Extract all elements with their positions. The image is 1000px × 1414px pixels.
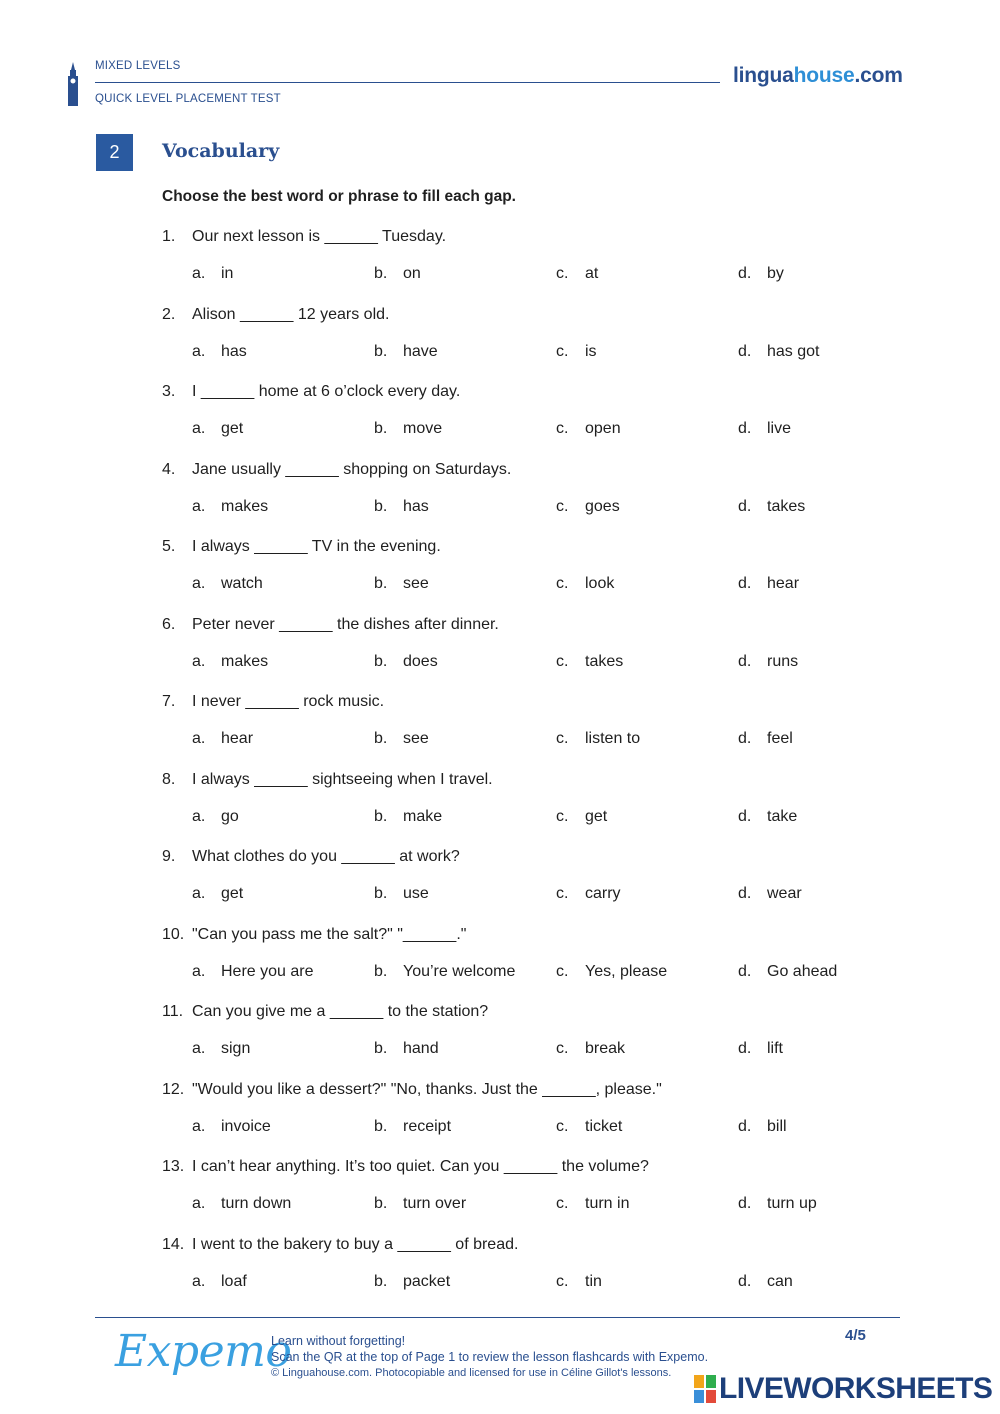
answer-option[interactable] <box>374 653 438 671</box>
option-letter: b. <box>374 497 388 515</box>
option-letter: c. <box>556 1117 569 1135</box>
option-letter: b. <box>374 652 388 670</box>
option-letter: b. <box>374 730 388 747</box>
liveworksheets-logo-icon <box>694 1375 716 1403</box>
option-letter: a. <box>192 652 206 670</box>
option-text: hear <box>767 575 800 592</box>
option-text: makes <box>221 652 269 670</box>
answer-option[interactable] <box>192 1195 291 1213</box>
question-item <box>162 306 922 384</box>
answer-option[interactable] <box>738 265 784 283</box>
option-letter: d. <box>738 575 752 592</box>
answer-option[interactable] <box>192 730 253 748</box>
answer-option[interactable] <box>192 265 233 283</box>
option-letter: c. <box>556 420 569 437</box>
question-number: 9. <box>162 848 176 865</box>
option-letter: a. <box>192 1117 206 1135</box>
option-letter: b. <box>374 962 388 980</box>
answer-option[interactable] <box>374 1040 439 1058</box>
question-item <box>162 771 922 849</box>
option-letter: a. <box>192 1195 206 1212</box>
answer-option[interactable] <box>192 575 263 593</box>
option-text: on <box>403 265 421 282</box>
option-text: make <box>403 807 443 825</box>
option-text: packet <box>403 1272 451 1290</box>
footer-divider <box>95 1317 900 1318</box>
option-text: feel <box>767 730 793 747</box>
option-text: tin <box>585 1272 602 1290</box>
option-letter: d. <box>738 962 752 980</box>
answer-option[interactable] <box>738 1118 787 1136</box>
option-text: bill <box>767 1117 787 1135</box>
question-item <box>162 228 922 306</box>
option-text: runs <box>767 652 799 670</box>
option-text: by <box>767 265 784 282</box>
option-letter: c. <box>556 652 569 670</box>
option-text: turn down <box>221 1195 292 1212</box>
answer-option[interactable] <box>738 420 791 438</box>
footer-copyright: © Linguahouse.com. Photocopiable and licensed for use in Céline Gillot's lessons. <box>271 1367 672 1379</box>
question-item <box>162 616 922 694</box>
option-text: watch <box>221 575 263 592</box>
option-letter: a. <box>192 807 206 825</box>
page-number: 4/5 <box>845 1327 866 1344</box>
answer-option[interactable] <box>374 420 442 438</box>
question-sentence: I ______ home at 6 o’clock every day. <box>192 383 461 400</box>
question-item <box>162 1236 922 1314</box>
answer-option[interactable] <box>374 265 421 283</box>
answer-option[interactable] <box>556 808 607 826</box>
option-letter: b. <box>374 1195 388 1212</box>
question-sentence: Peter never ______ the dishes after dinner. <box>192 615 499 633</box>
option-text: in <box>221 265 234 282</box>
question-number: 3. <box>162 383 176 400</box>
answer-option[interactable] <box>556 963 667 981</box>
question-sentence: I never ______ rock music. <box>192 693 385 710</box>
question-text <box>162 1236 518 1254</box>
answer-option[interactable] <box>374 963 515 981</box>
option-letter: d. <box>738 1040 752 1057</box>
option-text: turn in <box>585 1195 630 1212</box>
option-text: turn over <box>403 1195 467 1212</box>
question-number: 8. <box>162 770 176 788</box>
answer-option[interactable] <box>556 653 623 671</box>
option-letter: b. <box>374 807 388 825</box>
option-letter: b. <box>374 1117 388 1135</box>
option-text: receipt <box>403 1117 452 1135</box>
answer-option[interactable] <box>374 808 442 826</box>
option-letter: c. <box>556 1272 569 1290</box>
answer-option[interactable] <box>556 730 640 748</box>
question-text <box>162 616 499 634</box>
option-text: have <box>403 342 438 360</box>
question-item <box>162 383 922 461</box>
question-item <box>162 693 922 771</box>
option-text: has <box>221 342 247 360</box>
answer-option[interactable] <box>738 1040 783 1058</box>
option-letter: d. <box>738 497 752 515</box>
option-letter: b. <box>374 885 388 902</box>
option-text: loaf <box>221 1272 247 1290</box>
answer-option[interactable] <box>556 1040 625 1058</box>
question-item <box>162 461 922 539</box>
option-letter: c. <box>556 575 569 592</box>
option-letter: b. <box>374 420 388 437</box>
question-number: 1. <box>162 228 176 245</box>
question-text <box>162 383 460 401</box>
option-letter: c. <box>556 962 569 980</box>
answer-option[interactable] <box>374 1195 466 1213</box>
option-text: break <box>585 1040 626 1057</box>
answer-option[interactable] <box>374 885 429 903</box>
option-text: has got <box>767 342 820 360</box>
question-list <box>162 228 922 1313</box>
question-number: 6. <box>162 615 176 633</box>
question-sentence: I can’t hear anything. It’s too quiet. Can you ______ the volume? <box>192 1158 649 1175</box>
option-letter: a. <box>192 962 206 980</box>
option-text: use <box>403 885 429 902</box>
answer-option[interactable] <box>192 1040 250 1058</box>
question-sentence: I went to the bakery to buy a ______ of bread. <box>192 1235 519 1253</box>
option-text: ticket <box>585 1117 623 1135</box>
question-sentence: Alison ______ 12 years old. <box>192 305 390 323</box>
option-letter: a. <box>192 1272 206 1290</box>
option-text: take <box>767 807 798 825</box>
answer-option[interactable] <box>738 730 793 748</box>
question-item <box>162 848 922 926</box>
footer-tagline: Learn without forgetting! <box>271 1334 406 1348</box>
option-text: has <box>403 497 429 515</box>
answer-option[interactable] <box>738 498 805 516</box>
answer-option[interactable] <box>738 1273 793 1291</box>
level-label: MIXED LEVELS <box>95 60 181 72</box>
question-text <box>162 1158 649 1176</box>
option-letter: a. <box>192 730 206 747</box>
question-number: 13. <box>162 1158 185 1175</box>
question-item <box>162 538 922 616</box>
answer-option[interactable] <box>192 885 243 903</box>
option-text: can <box>767 1272 793 1290</box>
option-text: get <box>221 885 244 902</box>
answer-option[interactable] <box>738 885 802 903</box>
option-text: carry <box>585 885 621 902</box>
option-letter: c. <box>556 730 569 747</box>
section-title: Vocabulary <box>162 140 280 162</box>
question-number: 5. <box>162 538 176 555</box>
option-letter: c. <box>556 807 569 825</box>
option-text: see <box>403 575 429 592</box>
option-letter: a. <box>192 497 206 515</box>
option-text: makes <box>221 497 269 515</box>
answer-option[interactable] <box>738 963 837 981</box>
answer-option[interactable] <box>556 420 621 438</box>
answer-option[interactable] <box>374 1118 451 1136</box>
question-sentence: Our next lesson is ______ Tuesday. <box>192 228 447 245</box>
option-text: hear <box>221 730 254 747</box>
answer-option[interactable] <box>738 653 798 671</box>
answer-option[interactable] <box>192 420 243 438</box>
answer-option[interactable] <box>556 885 621 903</box>
header-divider <box>95 82 720 83</box>
option-letter: c. <box>556 342 569 360</box>
option-letter: d. <box>738 1117 752 1135</box>
answer-option[interactable] <box>738 343 819 361</box>
option-letter: c. <box>556 1195 569 1212</box>
question-item <box>162 1081 922 1159</box>
option-letter: c. <box>556 265 569 282</box>
instructions: Choose the best word or phrase to fill each gap. <box>162 188 516 205</box>
option-letter: a. <box>192 575 206 592</box>
option-text: look <box>585 575 615 592</box>
option-text: get <box>585 807 608 825</box>
question-number: 2. <box>162 305 176 323</box>
option-letter: b. <box>374 342 388 360</box>
option-text: takes <box>767 497 806 515</box>
option-text: is <box>585 342 597 360</box>
option-letter: d. <box>738 1195 752 1212</box>
option-text: Here you are <box>221 962 314 980</box>
option-text: Yes, please <box>585 962 668 980</box>
question-sentence: I always ______ TV in the evening. <box>192 538 441 555</box>
option-text: listen to <box>585 730 641 747</box>
question-item <box>162 1003 922 1081</box>
answer-option[interactable] <box>192 498 268 516</box>
question-sentence: Jane usually ______ shopping on Saturdays. <box>192 460 512 478</box>
question-text <box>162 1081 662 1099</box>
option-letter: b. <box>374 265 388 282</box>
option-letter: d. <box>738 265 752 282</box>
question-number: 12. <box>162 1080 185 1098</box>
section-number-badge: 2 <box>96 134 133 171</box>
option-letter: c. <box>556 1040 569 1057</box>
option-text: live <box>767 420 792 437</box>
question-text <box>162 538 441 556</box>
answer-option[interactable] <box>556 1195 629 1213</box>
option-text: open <box>585 420 621 437</box>
answer-option[interactable] <box>192 1118 271 1136</box>
option-letter: c. <box>556 497 569 515</box>
footer-instruction: Scan the QR at the top of Page 1 to review the lesson flashcards with Expemo. <box>271 1350 709 1364</box>
answer-option[interactable] <box>556 1118 622 1136</box>
question-sentence: "Can you pass me the salt?" "______." <box>192 925 467 943</box>
option-letter: d. <box>738 652 752 670</box>
option-letter: c. <box>556 885 569 902</box>
option-letter: d. <box>738 807 752 825</box>
answer-option[interactable] <box>556 575 614 593</box>
question-sentence: What clothes do you ______ at work? <box>192 848 460 865</box>
answer-option[interactable] <box>192 653 268 671</box>
option-text: move <box>403 420 443 437</box>
big-ben-icon <box>64 62 82 106</box>
answer-option[interactable] <box>556 498 620 516</box>
option-letter: a. <box>192 342 206 360</box>
option-letter: d. <box>738 342 752 360</box>
answer-option[interactable] <box>556 1273 602 1291</box>
question-number: 4. <box>162 460 176 478</box>
question-item <box>162 1158 922 1236</box>
test-title: QUICK LEVEL PLACEMENT TEST <box>95 93 281 105</box>
option-text: go <box>221 807 239 825</box>
answer-option[interactable] <box>374 1273 450 1291</box>
question-text <box>162 848 460 866</box>
option-text: You’re welcome <box>403 962 516 980</box>
option-text: sign <box>221 1040 251 1057</box>
option-text: lift <box>767 1040 783 1057</box>
answer-option[interactable] <box>192 963 314 981</box>
answer-option[interactable] <box>738 1195 817 1213</box>
answer-option[interactable] <box>374 498 429 516</box>
brand-logo: linguahouse.com <box>733 64 903 87</box>
option-text: takes <box>585 652 624 670</box>
option-letter: d. <box>738 885 752 902</box>
question-sentence: "Would you like a dessert?" "No, thanks. Just the ______, please." <box>192 1080 662 1098</box>
answer-option[interactable] <box>374 730 429 748</box>
question-number: 14. <box>162 1235 185 1253</box>
option-text: wear <box>767 885 802 902</box>
option-text: Go ahead <box>767 962 838 980</box>
option-letter: b. <box>374 575 388 592</box>
option-letter: d. <box>738 420 752 437</box>
option-letter: a. <box>192 885 206 902</box>
liveworksheets-text: LIVEWORKSHEETS <box>719 1372 993 1405</box>
option-text: hand <box>403 1040 439 1057</box>
option-text: get <box>221 420 244 437</box>
question-text <box>162 1003 488 1021</box>
answer-option[interactable] <box>556 343 597 361</box>
option-text: turn up <box>767 1195 817 1212</box>
option-letter: a. <box>192 265 206 282</box>
answer-option[interactable] <box>556 265 598 283</box>
option-text: see <box>403 730 429 747</box>
option-text: invoice <box>221 1117 271 1135</box>
question-text <box>162 926 466 944</box>
answer-option[interactable] <box>192 343 247 361</box>
option-letter: b. <box>374 1272 388 1290</box>
question-sentence: I always ______ sightseeing when I travel. <box>192 770 493 788</box>
question-text <box>162 771 493 789</box>
question-text <box>162 306 389 324</box>
answer-option[interactable] <box>192 808 239 826</box>
question-number: 10. <box>162 925 185 943</box>
answer-option[interactable] <box>738 575 799 593</box>
option-text: goes <box>585 497 620 515</box>
question-text <box>162 228 446 246</box>
question-number: 11. <box>162 1003 184 1020</box>
option-letter: b. <box>374 1040 388 1057</box>
option-letter: a. <box>192 420 206 437</box>
liveworksheets-watermark <box>694 1372 992 1406</box>
option-text: does <box>403 652 438 670</box>
option-letter: d. <box>738 1272 752 1290</box>
option-letter: d. <box>738 730 752 747</box>
question-text <box>162 693 384 711</box>
option-text: at <box>585 265 599 282</box>
question-item <box>162 926 922 1004</box>
option-letter: a. <box>192 1040 206 1057</box>
question-sentence: Can you give me a ______ to the station? <box>192 1003 489 1020</box>
answer-option[interactable] <box>374 343 438 361</box>
answer-option[interactable] <box>374 575 429 593</box>
answer-option[interactable] <box>192 1273 247 1291</box>
question-number: 7. <box>162 693 176 710</box>
answer-option[interactable] <box>738 808 797 826</box>
expemo-logo[interactable]: Expemo <box>115 1326 292 1377</box>
question-text <box>162 461 511 479</box>
